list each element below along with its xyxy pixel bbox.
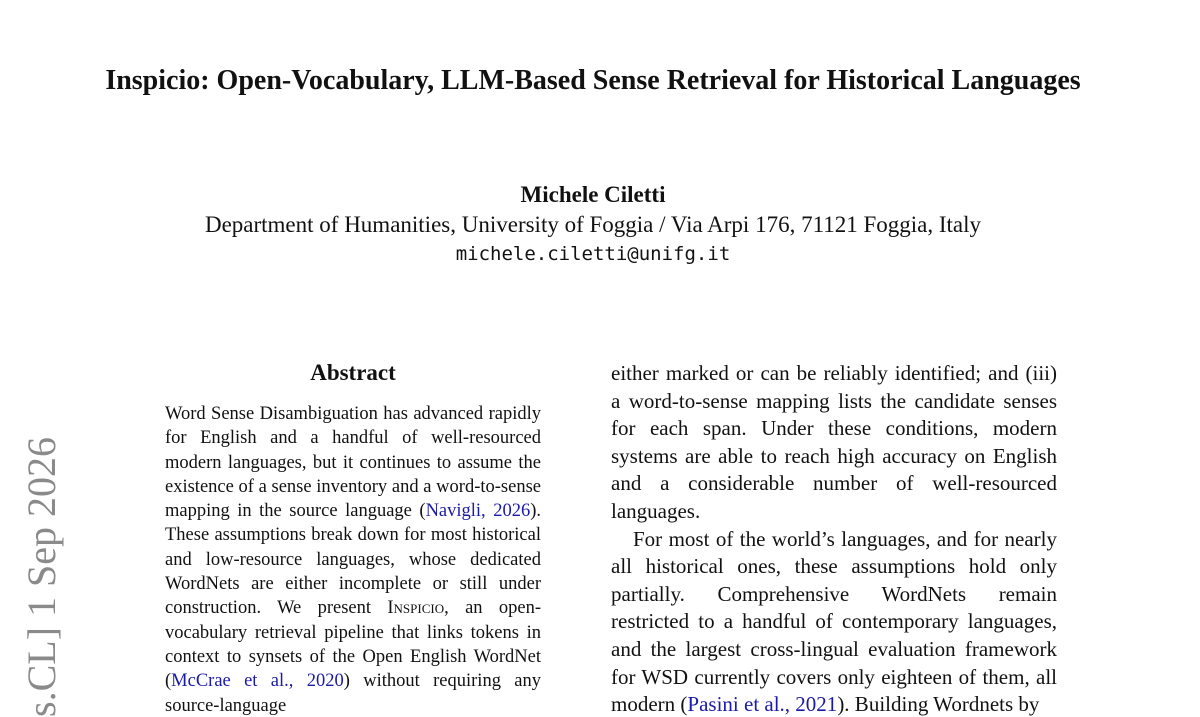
abstract-body xyxy=(165,402,541,717)
abstract-paragraph xyxy=(165,402,541,717)
intro-body xyxy=(611,360,1057,717)
author-email[interactable]: michele.ciletti@unifg.it xyxy=(455,243,731,265)
arxiv-stamp: s.CL] 1 Sep 2026 xyxy=(19,437,64,717)
abstract-text: , an open-vocabulary retrieval pipeline that links tokens in context to synsets of the Open English WordNet ( xyxy=(165,598,541,692)
body-paragraph xyxy=(611,526,1057,717)
citation-link[interactable]: Pasini et al., 2021 xyxy=(687,692,838,717)
body-paragraph: either marked or can be reliably identified; and (iii) a word-to-sense mapping lists the candidate senses for each span. Under these conditions, modern systems are able to reach high accuracy on English and a considerable number of well-resourced languages. xyxy=(611,361,1057,523)
body-text: ). Building Wordnets by xyxy=(837,692,1040,717)
system-name: Inspicio xyxy=(387,598,445,619)
citation-link[interactable]: Navigli, 2026 xyxy=(425,501,531,522)
author-name: Michele Ciletti xyxy=(520,182,666,207)
abstract-text: Word Sense Disambiguation has advanced rapidly for English and a handful of well-resourced modern languages, but it continues to assume the existence of a sense inventory and a word-to-sense mapping in the source language ( xyxy=(165,404,541,522)
abstract-text: ) without requiring any source-language xyxy=(165,671,541,716)
abstract-text: ). These assumptions break down for most historical and low-resource languages, whose dedicated WordNets are either incomplete or still under construction. We present xyxy=(165,501,541,619)
paper-title: Inspicio: Open-Vocabulary, LLM-Based Sense Retrieval for Historical Languages xyxy=(105,65,1081,96)
author-affiliation: Department of Humanities, University of Foggia / Via Arpi 176, 71121 Foggia, Italy xyxy=(204,212,982,237)
body-text: For most of the world’s languages, and for nearly all historical ones, these assumptions hold only partially. Comprehensive WordNets remain restricted to a handful of contemporary languages, and the largest cross-lingual evaluation framework for WSD currently covers only eighteen of them, all modern ( xyxy=(611,526,1057,717)
citation-link[interactable]: McCrae et al., 2020 xyxy=(171,671,344,692)
abstract-heading: Abstract xyxy=(310,360,396,385)
